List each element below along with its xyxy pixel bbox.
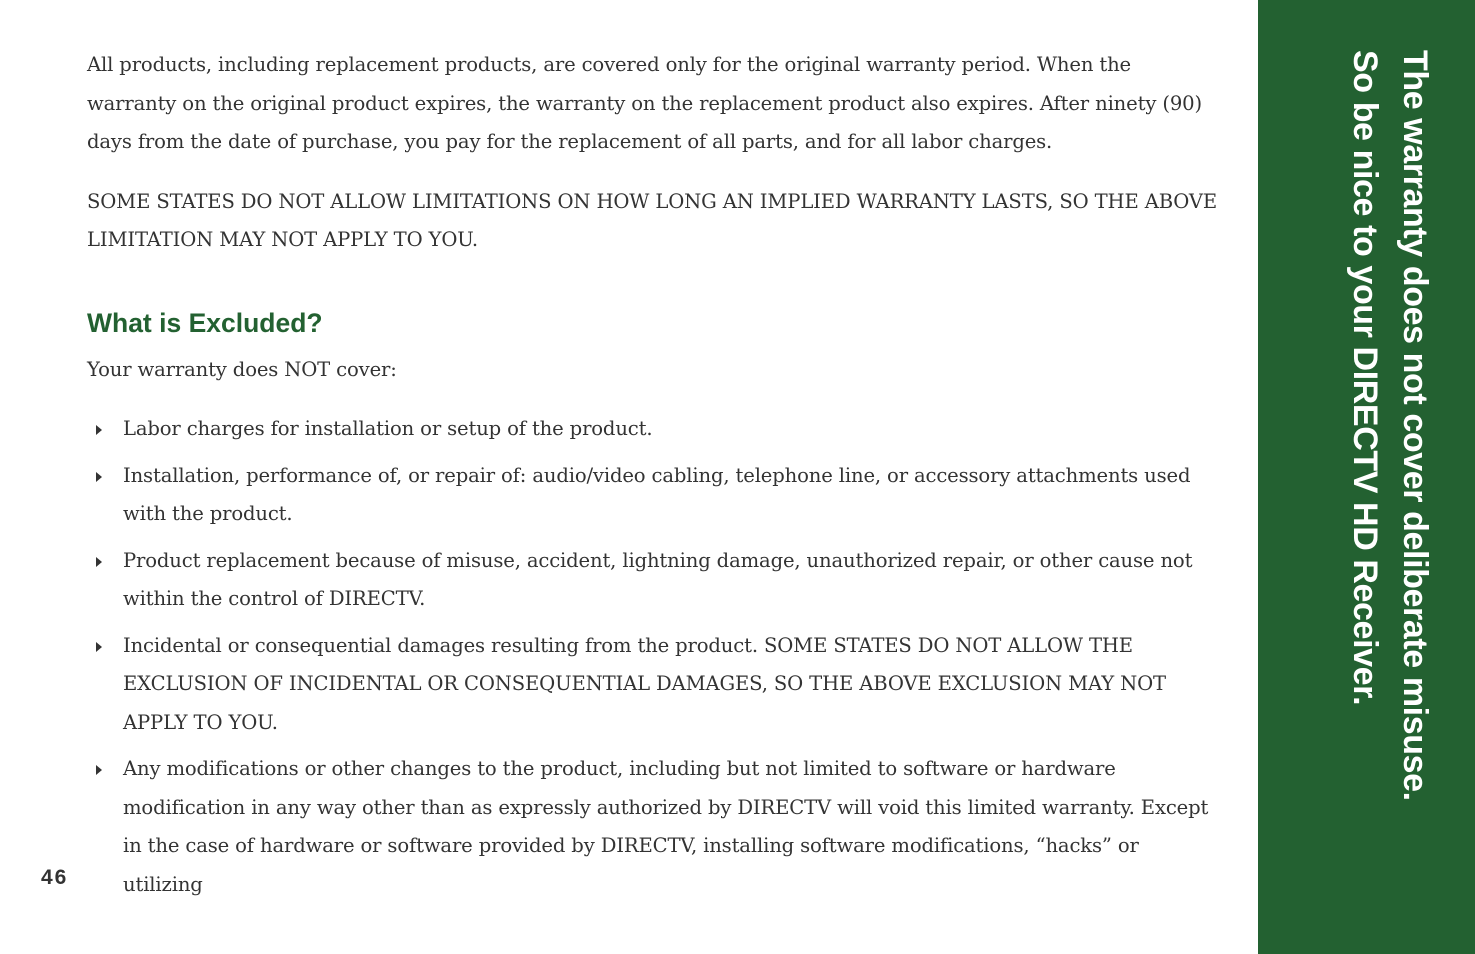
page-number: 46: [41, 866, 69, 889]
list-item-text: Incidental or consequential damages resulting from the product. SOME STATES DO NOT ALLOW THE EXCLUSION OF INCIDENTAL OR CONSEQUENTIAL DAMAGES, SO THE ABOVE EXCLUSION MAY NOT APPLY TO YOU.: [123, 633, 1166, 734]
list-item: [87, 750, 1222, 904]
implied-warranty-paragraph: SOME STATES DO NOT ALLOW LIMITATIONS ON HOW LONG AN IMPLIED WARRANTY LASTS, SO THE ABOVE LIMITATION MAY NOT APPLY TO YOU.: [87, 189, 1218, 251]
warranty-period-paragraph: All products, including replacement products, are covered only for the original warranty period. When the warranty on the original product expires, the warranty on the replacement product also expires. After ninety (90) days from the date of purchase, you pay for the replacement of all parts, and for all labor charges.: [87, 53, 1202, 153]
bullet-arrow-icon: [96, 425, 102, 435]
bullet-arrow-icon: [96, 557, 102, 567]
list-item-text: Any modifications or other changes to the product, including but not limited to software or hardware modification in any way other than as expressly authorized by DIRECTV will void this limited warranty. Except in the case of hardware or software provided by DIRECTV, installing software modifications, “hacks” or utilizing: [123, 757, 1209, 896]
section-heading: What is Excluded?: [87, 307, 323, 338]
page-content: [87, 46, 1222, 912]
list-item-text: Product replacement because of misuse, accident, lightning damage, unauthorized repair, or other cause not within the control of DIRECTV.: [123, 548, 1193, 610]
list-item: [87, 542, 1222, 619]
bullet-arrow-icon: [96, 472, 102, 482]
bullet-arrow-icon: [96, 642, 102, 652]
list-item: [87, 627, 1222, 743]
list-item: [87, 410, 1222, 449]
sidebar-callout-line-1: The warranty does not cover deliberate misuse.: [1396, 50, 1434, 801]
sidebar-callout: [1340, 50, 1440, 801]
list-item: [87, 457, 1222, 534]
list-item-text: Labor charges for installation or setup of the product.: [123, 417, 653, 440]
list-item-text: Installation, performance of, or repair of: audio/video cabling, telephone line, or accessory attachments used with the product.: [123, 463, 1191, 525]
exclusions-intro: Your warranty does NOT cover:: [87, 357, 397, 381]
exclusions-list: [87, 410, 1222, 904]
bullet-arrow-icon: [96, 765, 102, 775]
sidebar-callout-line-2: So be nice to your DIRECTV HD Receiver.: [1346, 50, 1384, 706]
